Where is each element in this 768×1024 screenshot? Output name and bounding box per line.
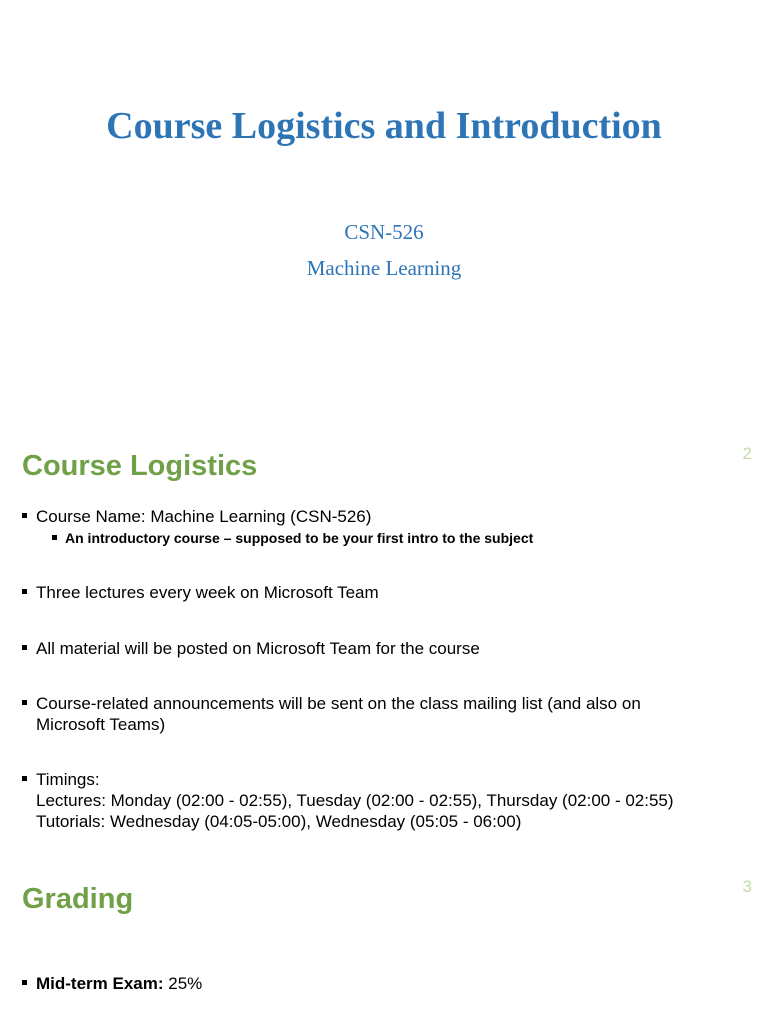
bullet-timings (22, 769, 744, 832)
bullet-material (22, 638, 744, 659)
timings-tutorials: Tutorials: Wednesday (04:05-05:00), Wednesday (05:05 - 06:00) (36, 812, 522, 831)
square-bullet-icon (22, 513, 27, 518)
bullet-text: All material will be posted on Microsoft Team for the course (36, 639, 480, 658)
sub-bullet-intro (52, 529, 744, 547)
course-logistics-slide (0, 420, 768, 865)
grading-item-label: Mid-term Exam: (36, 974, 164, 993)
grading-item-value: 25% (163, 974, 203, 993)
bullet-course-name (22, 506, 744, 527)
grading-item-midterm (22, 973, 744, 994)
square-bullet-icon (22, 589, 27, 594)
grading-slide (0, 865, 768, 1024)
square-bullet-icon (22, 776, 27, 781)
bullet-announcements (22, 693, 744, 735)
square-bullet-icon (22, 700, 27, 705)
square-bullet-icon (22, 980, 27, 985)
course-name: Machine Learning (306, 256, 462, 280)
presentation-title: Course Logistics and Introduction (106, 105, 662, 147)
square-bullet-icon (52, 535, 57, 540)
title-slide (0, 0, 768, 420)
square-bullet-icon (22, 645, 27, 650)
timings-lectures: Lectures: Monday (02:00 - 02:55), Tuesday (02:00 - 02:55), Thursday (02:00 - 02:55) (36, 791, 674, 810)
slide-number: 3 (742, 877, 752, 896)
slide-title: Grading (22, 883, 134, 915)
sub-bullet-text: An introductory course – supposed to be your first intro to the subject (65, 530, 534, 546)
timings-label: Timings: (36, 770, 100, 789)
slide-title: Course Logistics (22, 450, 258, 482)
slide-number: 2 (742, 444, 752, 463)
bullet-lectures (22, 582, 744, 603)
bullet-text-line2: Microsoft Teams) (36, 715, 166, 734)
bullet-text: Three lectures every week on Microsoft Team (36, 583, 379, 602)
bullet-text: Course Name: Machine Learning (CSN-526) (36, 507, 372, 526)
course-code: CSN-526 (344, 220, 424, 244)
bullet-text-line1: Course-related announcements will be sent on the class mailing list (and also on (36, 694, 641, 713)
